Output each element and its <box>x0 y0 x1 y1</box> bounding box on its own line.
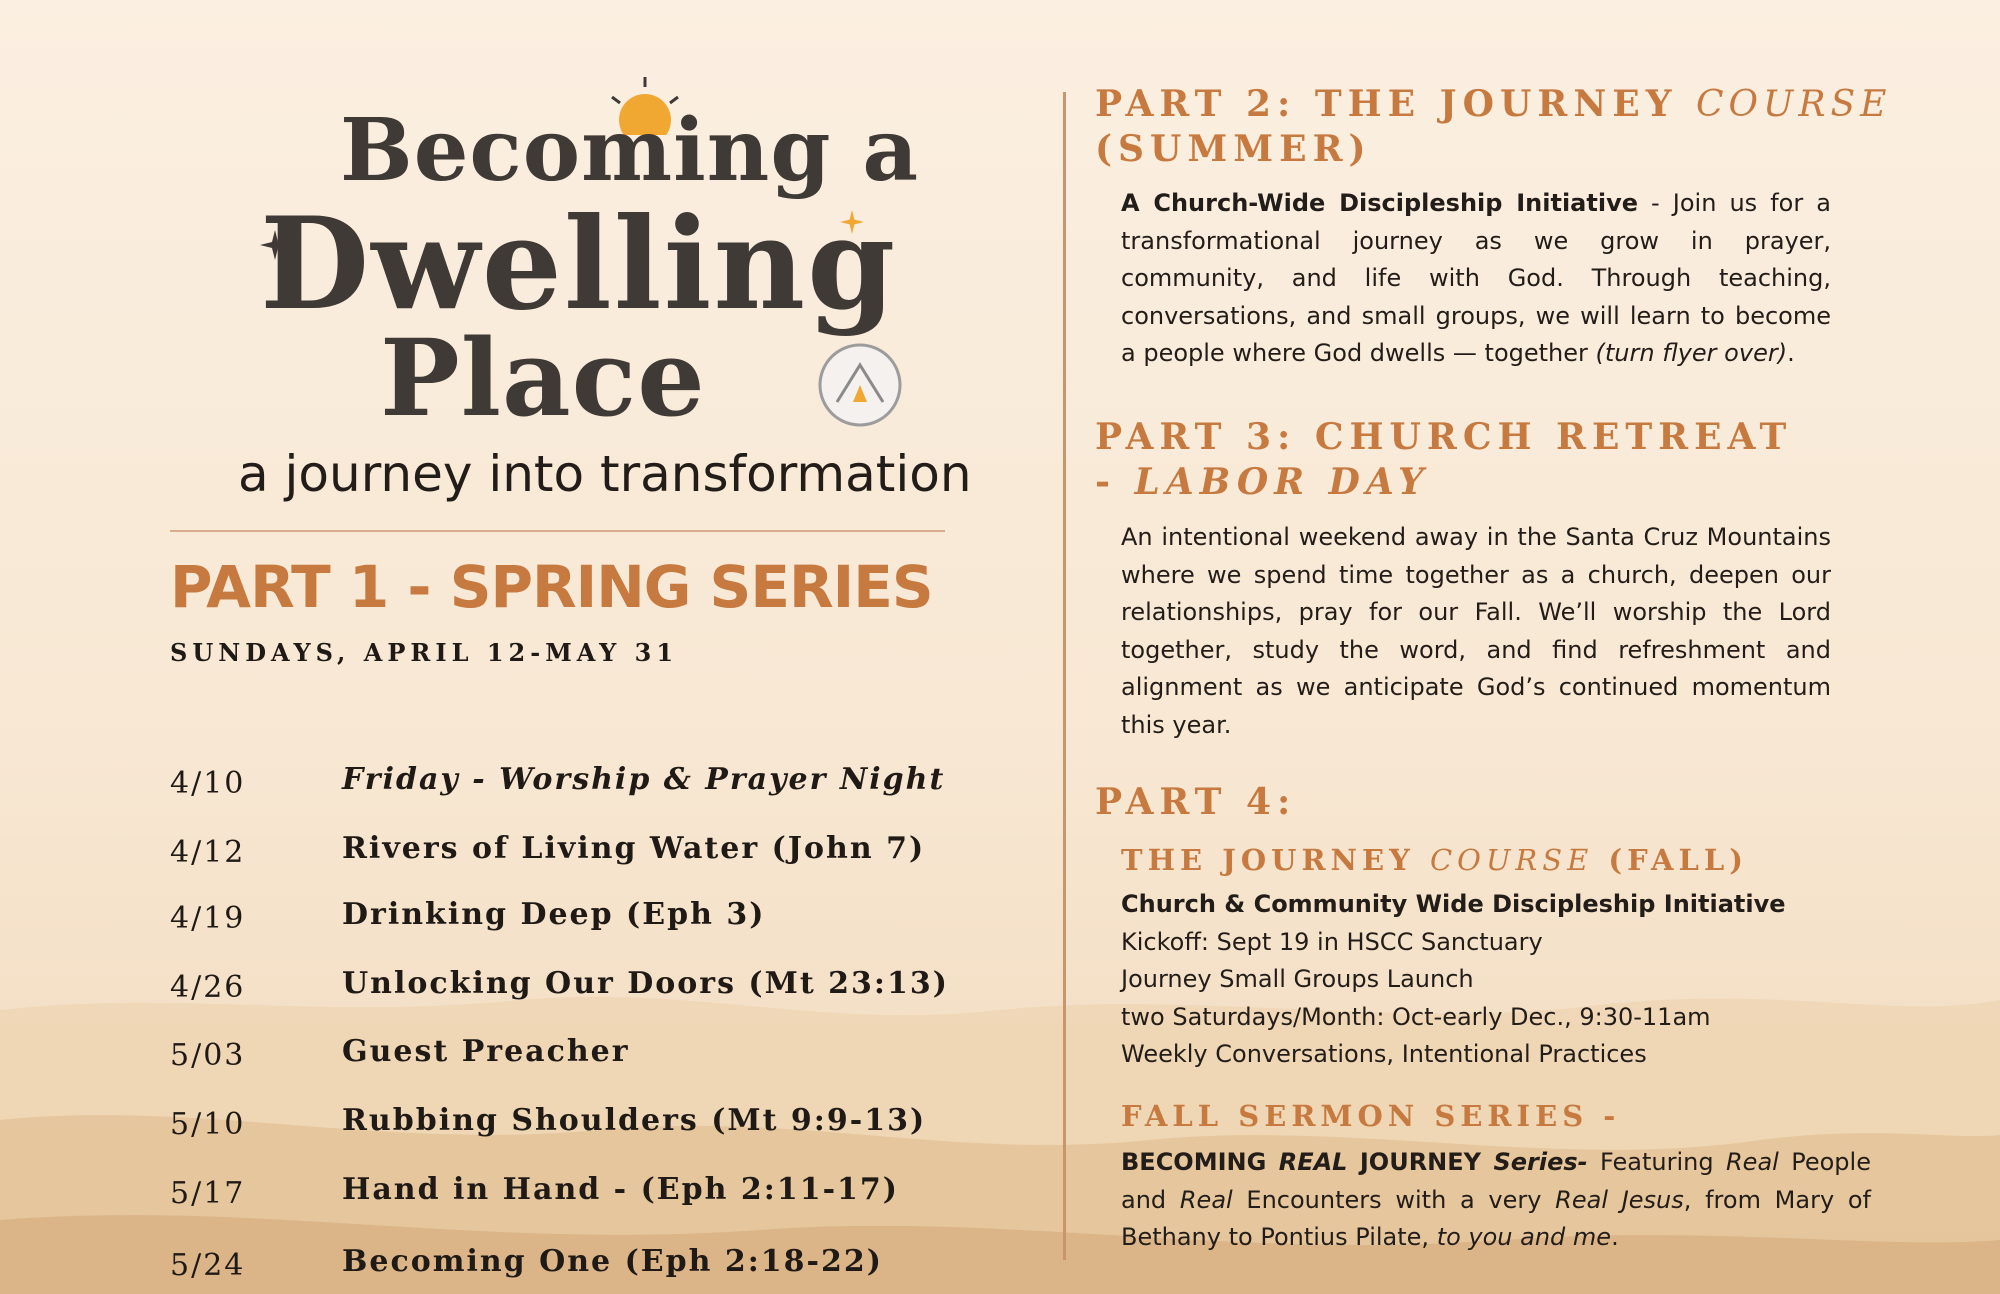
schedule-date: 5/24 <box>170 1248 246 1283</box>
part2-end: . <box>1787 339 1795 368</box>
schedule-title: Guest Preacher <box>342 1034 630 1069</box>
schedule-title: Becoming One (Eph 2:18-22) <box>342 1244 883 1279</box>
part3-text: An intentional weekend away in the Santa Cruz Mountains where we spend time together as a church, deepen our relationships, pray for our Fall. We’ll worship the Lord together, study the word, and find refreshment and alignment as we anticipate God’s continued momentum this year. <box>1121 523 1831 739</box>
series-t3: Encounters with a very <box>1232 1185 1556 1214</box>
horizontal-rule <box>170 530 945 532</box>
part2-body: - Join us for a transformational journey as we grow in prayer, community, and life with God. Through teaching, conversations, and small groups, we will learn to become a people where God dwells — together <box>1121 189 1831 368</box>
schedule-date: 4/19 <box>170 901 246 936</box>
part3-heading-line1: PART 3: CHURCH RETREAT <box>1095 416 1793 458</box>
part3-heading-italic: LABOR DAY <box>1134 461 1430 503</box>
part4-course-light: COURSE <box>1429 843 1594 877</box>
schedule-title: Friday - Worship & Prayer Night <box>342 762 946 797</box>
schedule-title: Drinking Deep (Eph 3) <box>342 897 766 932</box>
fall-sermon-text <box>1121 1144 1871 1257</box>
schedule-date: 5/03 <box>170 1038 246 1073</box>
part2-heading-light: COURSE <box>1695 84 1892 125</box>
series-t4: , from Mary of Bethany to Pontius Pilate, <box>1121 1185 1872 1252</box>
series-t1: Featuring <box>1587 1148 1726 1176</box>
part2-text <box>1121 185 1831 373</box>
logo-line-2: Dwelling <box>260 190 898 338</box>
series-t5: . <box>1611 1223 1619 1252</box>
schedule-row <box>170 1101 950 1151</box>
part2-heading-bold: PART 2: THE JOURNEY <box>1095 83 1678 125</box>
series-b2: JOURNEY <box>1359 1148 1482 1176</box>
column-divider <box>1063 92 1066 1260</box>
part2-heading <box>1095 82 1895 172</box>
part4-line: Kickoff: Sept 19 in HSCC Sanctuary <box>1121 927 1543 956</box>
part4-course-heading <box>1121 843 1748 877</box>
part2-heading-line2: (SUMMER) <box>1095 128 1372 170</box>
schedule-row <box>170 964 950 1014</box>
schedule-title: Rubbing Shoulders (Mt 9:9-13) <box>342 1103 927 1138</box>
schedule-date: 4/10 <box>170 766 246 801</box>
schedule-row <box>170 1242 950 1292</box>
part4-line: Weekly Conversations, Intentional Practices <box>1121 1040 1647 1069</box>
fall-sermon-heading: FALL SERMON SERIES - <box>1121 1099 1621 1133</box>
series-i3: Real Jesus <box>1555 1185 1684 1214</box>
part4-details <box>1121 886 1861 1074</box>
schedule-row <box>170 1032 950 1082</box>
schedule-date: 4/26 <box>170 970 246 1005</box>
part4-line: Journey Small Groups Launch <box>1121 965 1474 994</box>
part4-course-bold2: (FALL) <box>1608 843 1748 877</box>
series-bi2: Series- <box>1493 1148 1588 1176</box>
series-bi1: REAL <box>1278 1148 1348 1176</box>
series-i4: to you and me <box>1436 1223 1612 1252</box>
tagline: a journey into transformation <box>238 445 972 503</box>
schedule-date: 5/10 <box>170 1107 246 1142</box>
logo-line-1: Becoming a <box>340 100 920 201</box>
part4-lead: Church & Community Wide Discipleship Initiative <box>1121 890 1786 918</box>
part3-heading <box>1095 415 1895 505</box>
part1-subtitle: SUNDAYS, APRIL 12-MAY 31 <box>170 638 679 667</box>
part4-course-bold1: THE JOURNEY <box>1121 843 1415 877</box>
logo-line-3: Place <box>380 315 706 440</box>
schedule-title: Unlocking Our Doors (Mt 23:13) <box>342 966 949 1001</box>
schedule-row <box>170 895 950 945</box>
schedule-row <box>170 760 950 810</box>
event-logo <box>260 60 920 440</box>
tent-icon <box>815 340 905 430</box>
part4-line: two Saturdays/Month: Oct-early Dec., 9:30-11am <box>1121 1002 1711 1031</box>
series-b1: BECOMING <box>1121 1148 1267 1176</box>
series-t2: People and <box>1121 1148 1871 1214</box>
part2-note: (turn flyer over) <box>1595 339 1788 368</box>
schedule-title: Rivers of Living Water (John 7) <box>342 831 926 866</box>
series-i1: Real <box>1726 1148 1779 1176</box>
part3-heading-prefix: - <box>1095 461 1135 503</box>
schedule-title: Hand in Hand - (Eph 2:11-17) <box>342 1172 899 1207</box>
schedule-date: 5/17 <box>170 1176 246 1211</box>
schedule-row <box>170 1170 950 1220</box>
part1-title: PART 1 - SPRING SERIES <box>170 553 933 621</box>
schedule-row <box>170 829 950 879</box>
schedule-date: 4/12 <box>170 835 246 870</box>
part4-heading: PART 4: <box>1095 781 1297 823</box>
series-i2: Real <box>1179 1185 1233 1214</box>
part2-lead: A Church-Wide Discipleship Initiative <box>1121 189 1638 217</box>
